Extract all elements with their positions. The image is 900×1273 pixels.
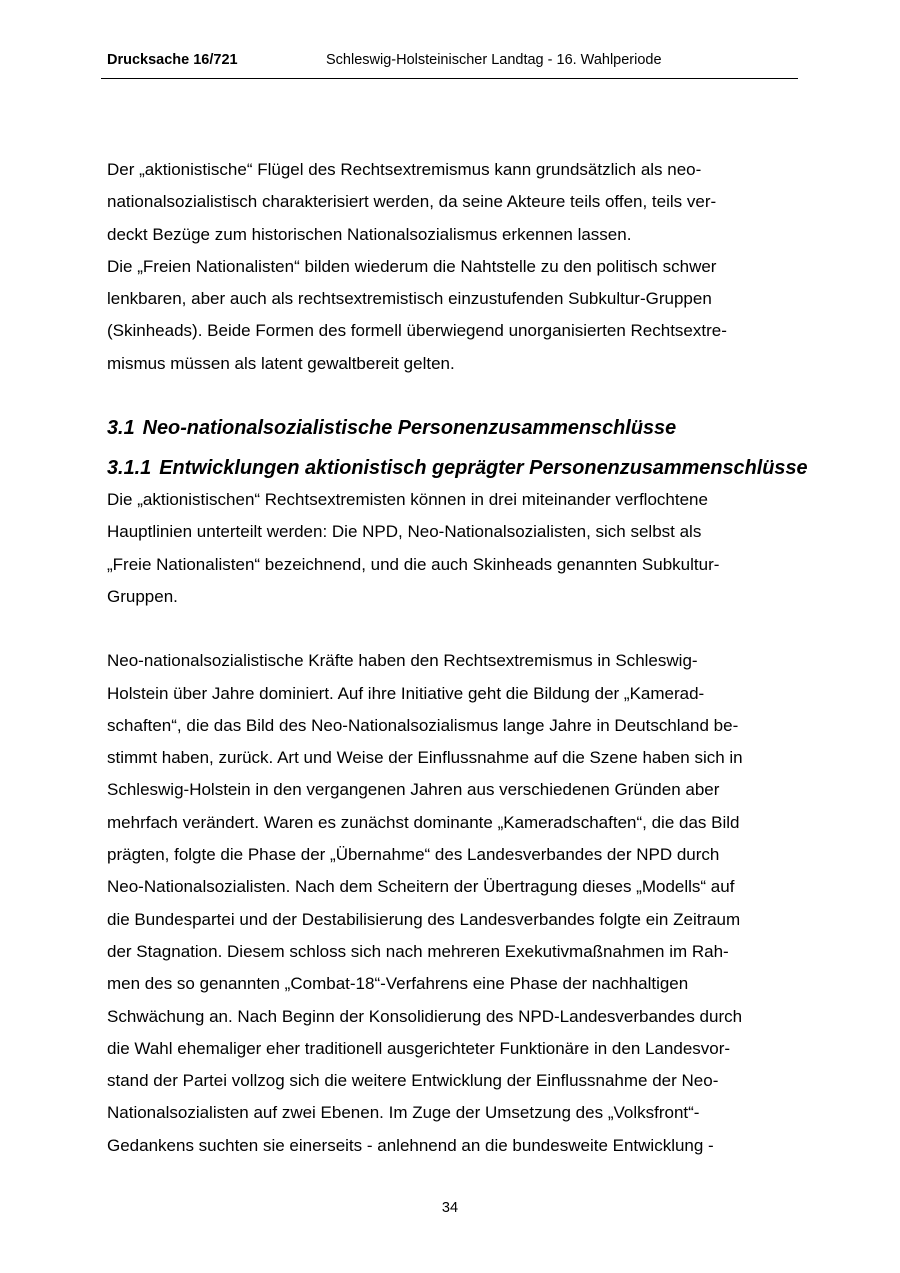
subsection-number: 3.1.1 xyxy=(107,457,152,480)
text-line: „Freie Nationalisten“ bezeichnend, und die auch Skinheads genannten Subkultur- xyxy=(107,554,720,574)
text-line: die Bundespartei und der Destabilisierung des Landesverbandes folgte ein Zeitraum xyxy=(107,909,741,929)
text-line: mismus müssen als latent gewaltbereit gelten. xyxy=(107,353,455,373)
text-line: stimmt haben, zurück. Art und Weise der Einflussnahme auf die Szene haben sich in xyxy=(107,748,743,768)
text-line: prägten, folgte die Phase der „Übernahme“ des Landesverbandes der NPD durch xyxy=(107,845,720,865)
header-title: Schleswig-Holsteinischer Landtag - 16. Wahlperiode xyxy=(326,52,662,68)
text-line: Der „aktionistische“ Flügel des Rechtsextremismus kann grundsätzlich als neo- xyxy=(107,160,702,179)
text-line: Hauptlinien unterteilt werden: Die NPD, Neo-Nationalsozialisten, sich selbst als xyxy=(107,522,702,542)
page-header xyxy=(101,52,798,79)
subsection-title: Entwicklungen aktionistisch geprägter Personenzusammenschlüsse xyxy=(159,457,808,480)
section-title: Neo-nationalsozialistische Personenzusammenschlüsse xyxy=(142,417,677,440)
text-line: die Wahl ehemaliger eher traditionell ausgerichteter Funktionäre in den Landesvor- xyxy=(107,1038,731,1058)
text-line: deckt Bezüge zum historischen Nationalsozialismus erkennen lassen. xyxy=(107,224,632,244)
text-line: Gruppen. xyxy=(107,586,178,606)
page-number: 34 xyxy=(441,1200,459,1216)
text-line: Neo-Nationalsozialisten. Nach dem Scheitern der Übertragung dieses „Modells“ auf xyxy=(107,877,735,897)
text-line: Die „aktionistischen“ Rechtsextremisten können in drei miteinander verflochtene xyxy=(107,490,708,510)
text-line: mehrfach verändert. Waren es zunächst dominante „Kameradschaften“, die das Bild xyxy=(107,812,740,832)
text-line: (Skinheads). Beide Formen des formell überwiegend unorganisierten Rechtsextre- xyxy=(107,321,727,341)
body-paragraph-1 xyxy=(107,484,797,613)
text-line: Holstein über Jahre dominiert. Auf ihre Initiative geht die Bildung der „Kamerad- xyxy=(107,683,705,703)
document-id: Drucksache 16/721 xyxy=(107,52,238,68)
text-line: Schleswig-Holstein in den vergangenen Jahren aus verschiedenen Gründen aber xyxy=(107,780,720,800)
text-line: men des so genannten „Combat-18“-Verfahrens eine Phase der nachhaltigen xyxy=(107,974,689,994)
text-line: Neo-nationalsozialistische Kräfte haben den Rechtsextremismus in Schleswig- xyxy=(107,651,698,671)
text-line: Nationalsozialisten auf zwei Ebenen. Im Zuge der Umsetzung des „Volksfront“- xyxy=(107,1103,700,1123)
text-line: nationalsozialistisch charakterisiert werden, da seine Akteure teils offen, teils ver- xyxy=(107,192,717,212)
subsection-heading xyxy=(107,452,808,484)
intro-paragraph xyxy=(107,154,797,380)
text-line: Gedankens suchten sie einerseits - anlehnend an die bundesweite Entwicklung - xyxy=(107,1135,714,1155)
section-number: 3.1 xyxy=(107,417,135,440)
text-line: der Stagnation. Diesem schloss sich nach mehreren Exekutivmaßnahmen im Rah- xyxy=(107,941,729,961)
text-line: schaften“, die das Bild des Neo-Nationalsozialismus lange Jahre in Deutschland be- xyxy=(107,715,739,735)
text-line: lenkbaren, aber auch als rechtsextremistisch einzustufenden Subkultur-Gruppen xyxy=(107,289,712,309)
page-content xyxy=(107,154,808,1162)
text-line: Die „Freien Nationalisten“ bilden wiederum die Nahtstelle zu den politisch schwer xyxy=(107,256,717,276)
text-line: Schwächung an. Nach Beginn der Konsolidierung des NPD-Landesverbandes durch xyxy=(107,1006,743,1026)
body-paragraph-2 xyxy=(107,645,797,1162)
text-line: stand der Partei vollzog sich die weitere Entwicklung der Einflussnahme der Neo- xyxy=(107,1071,719,1091)
section-heading xyxy=(107,412,797,444)
